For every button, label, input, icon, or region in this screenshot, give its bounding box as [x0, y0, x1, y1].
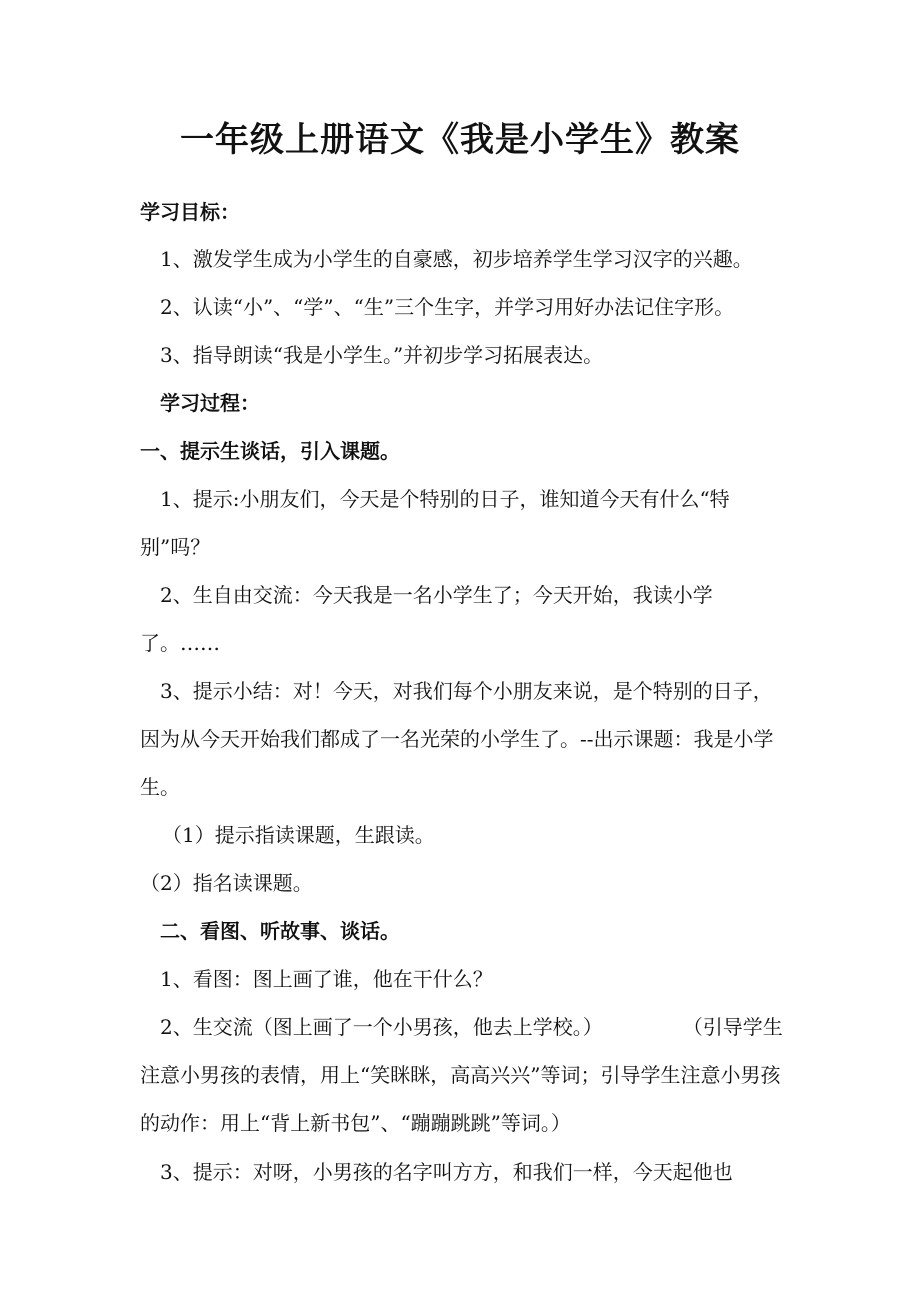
section-1-paragraph-3: 3、提示小结：对！今天，对我们每个小朋友来说，是个特别的日子，因为从今天开始我们都成了一名光荣的小学生了。--出示课题：我是小学生。 — [140, 679, 774, 799]
document-title: 一年级上册语文《我是小学生》教案 — [180, 120, 740, 160]
goals-heading: 学习目标： — [140, 200, 240, 224]
goal-item-3: 3、指导朗读“我是小学生。”并初步学习拓展表达。 — [160, 343, 604, 367]
section-2-paragraph-3: 3、提示：对呀，小男孩的名字叫方方，和我们一样，今天起他也 — [160, 1160, 733, 1184]
section-1-sub-item-2: （2）指名读课题。 — [140, 871, 313, 895]
section-2-paragraph-2-main: 2、生交流（图上画了一个小男孩，他去上学校。） — [160, 1015, 603, 1039]
section-2-heading: 二、看图、听故事、谈话。 — [160, 919, 400, 943]
section-1-heading: 一、提示生谈话，引入课题。 — [140, 439, 400, 463]
goal-item-2: 2、认读“小”、“学”、“生”三个生字，并学习用好办法记住字形。 — [160, 295, 735, 319]
section-2-paragraph-2 — [140, 1003, 788, 1147]
section-1-paragraph-2: 2、生自由交流：今天我是一名小学生了；今天开始，我读小学了。…… — [140, 583, 713, 655]
section-1-paragraph-1: 1、提示:小朋友们，今天是个特别的日子，谁知道今天有什么“特别”吗？ — [140, 487, 730, 559]
process-heading: 学习过程： — [160, 391, 260, 415]
section-2-paragraph-2-note: （引导学生注意小男孩的表情，用上“笑眯眯，高高兴兴”等词；引导学生注意小男孩的动作：用上“背上新书包”、“蹦蹦跳跳”等词。） — [140, 1015, 783, 1135]
section-1-sub-item-1: （1）提示指读课题，生跟读。 — [162, 823, 435, 847]
goal-item-1: 1、激发学生成为小学生的自豪感，初步培养学生学习汉字的兴趣。 — [160, 247, 753, 271]
section-2-paragraph-1: 1、看图：图上画了谁，他在干什么？ — [160, 967, 493, 991]
